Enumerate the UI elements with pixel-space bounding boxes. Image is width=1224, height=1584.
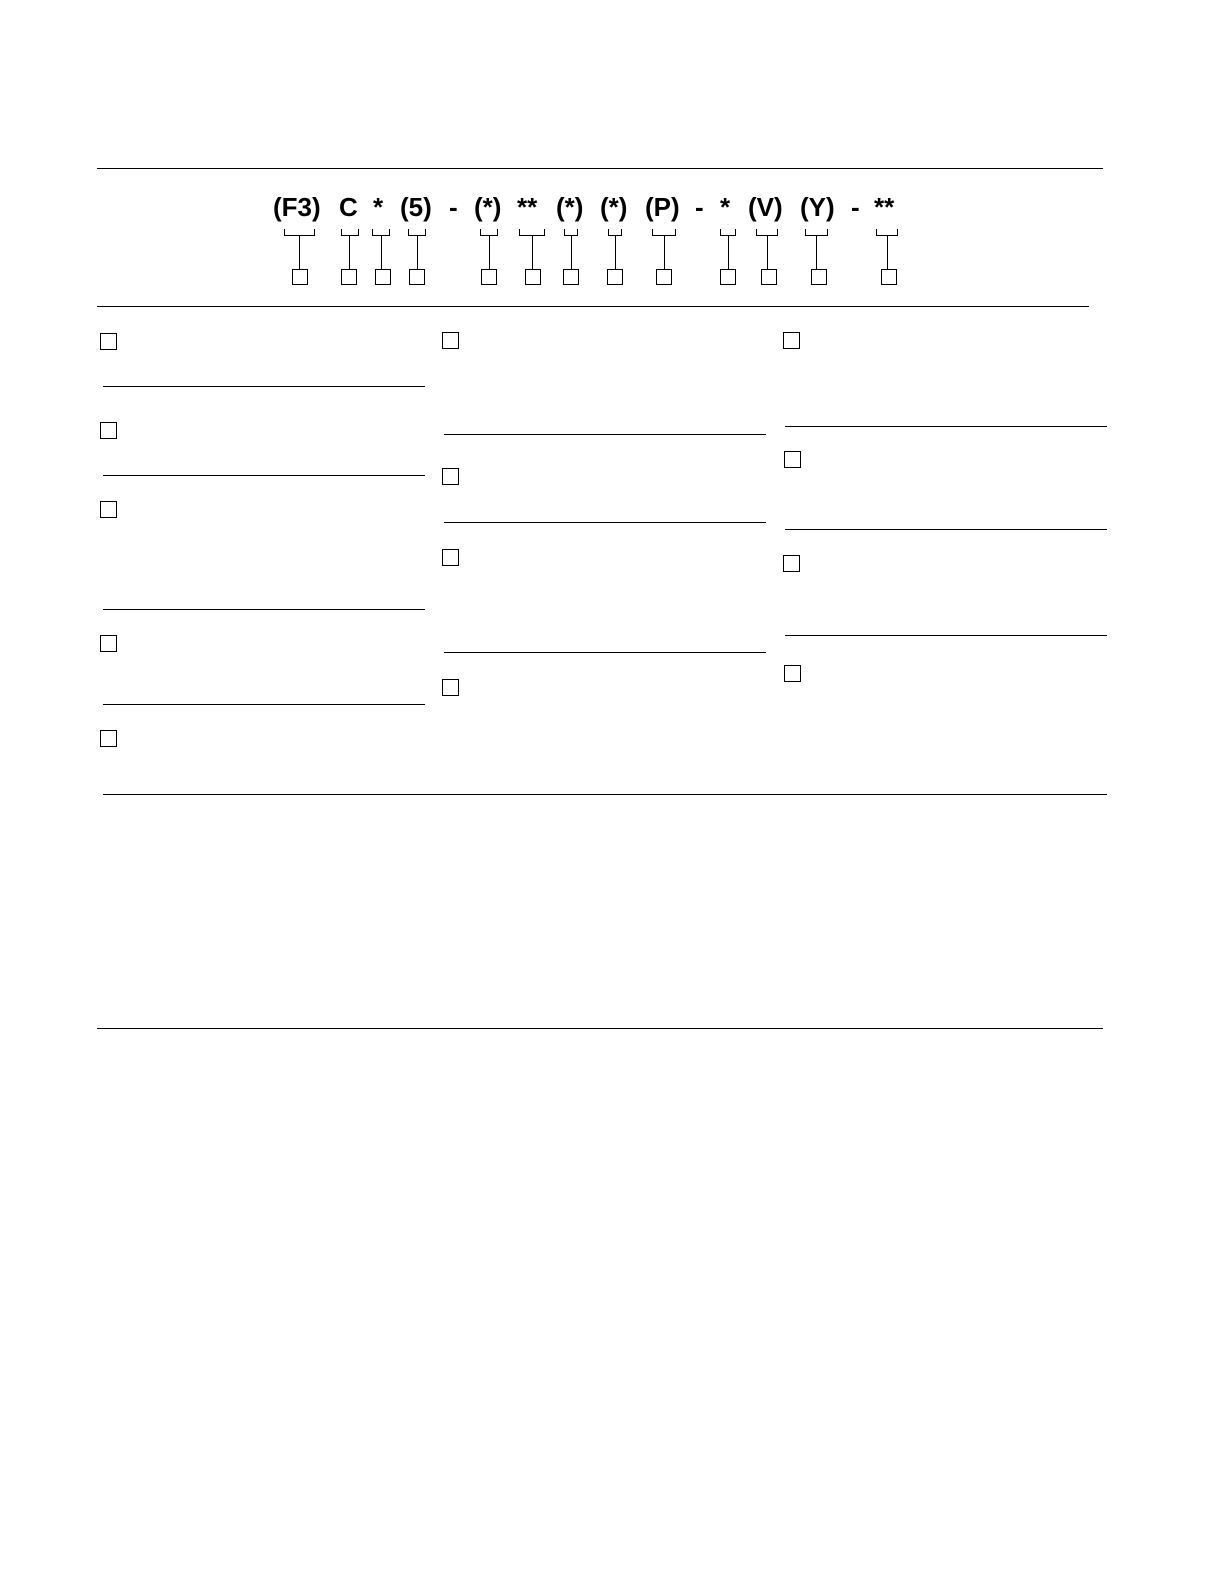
option-divider [444,652,766,653]
option-checkbox-c3-4[interactable] [784,665,801,682]
code-segment-p: (P) [645,192,680,222]
code-stem [816,236,817,269]
code-stem [381,236,382,269]
option-checkbox-c2-4[interactable] [442,679,459,696]
code-bracket [805,229,828,236]
code-bracket [480,229,498,236]
code-stem [728,236,729,269]
option-divider [444,434,766,435]
code-bracket [519,229,545,236]
code-segment-f3: (F3) [273,192,321,222]
option-checkbox-c2-1[interactable] [442,332,459,349]
code-segment-star-paren-1: (*) [474,192,502,222]
code-stem [299,236,300,269]
code-box-9[interactable] [656,269,672,285]
code-box-4[interactable] [409,269,425,285]
code-stem [571,236,572,269]
option-checkbox-c3-2[interactable] [784,451,801,468]
option-divider [103,609,425,610]
option-checkbox-c1-5[interactable] [100,730,117,747]
code-separator-3: - [851,192,860,222]
code-bracket [720,229,736,236]
code-segment-double-star-1: ** [517,192,538,222]
code-segment-v: (V) [748,192,783,222]
code-stem [489,236,490,269]
code-bracket [408,229,426,236]
code-separator-1: - [449,192,458,222]
code-segment-star-paren-2: (*) [556,192,584,222]
section-bottom-rule [97,1028,1103,1029]
option-checkbox-c2-3[interactable] [442,549,459,566]
option-divider [103,386,425,387]
options-bottom-rule [103,794,1107,795]
code-bracket [564,229,578,236]
code-segment-star-1: * [373,192,384,222]
code-stem [887,236,888,269]
option-checkbox-c3-1[interactable] [783,332,800,349]
option-divider [444,522,766,523]
code-box-2[interactable] [341,269,357,285]
code-segment-star-paren-3: (*) [600,192,628,222]
code-box-7[interactable] [563,269,579,285]
code-rule [97,306,1089,307]
code-bracket [876,229,898,236]
code-box-8[interactable] [607,269,623,285]
code-stem [615,236,616,269]
code-bracket [284,229,315,236]
code-segment-5: (5) [400,192,432,222]
option-divider [103,704,425,705]
code-box-11[interactable] [761,269,777,285]
code-box-3[interactable] [375,269,391,285]
code-bracket [608,229,622,236]
code-segment-y: (Y) [800,192,835,222]
code-segment-star-2: * [720,192,731,222]
option-checkbox-c1-4[interactable] [100,635,117,652]
code-segment-c: C [339,192,358,222]
code-separator-2: - [695,192,704,222]
option-checkbox-c3-3[interactable] [783,555,800,572]
code-stem [767,236,768,269]
code-stem [664,236,665,269]
code-box-12[interactable] [811,269,827,285]
option-checkbox-c2-2[interactable] [442,468,459,485]
option-checkbox-c1-3[interactable] [100,501,117,518]
code-bracket [372,229,390,236]
code-bracket [652,229,676,236]
code-box-13[interactable] [881,269,897,285]
code-bracket [341,229,359,236]
code-box-1[interactable] [292,269,308,285]
code-stem [532,236,533,269]
code-stem [349,236,350,269]
option-checkbox-c1-2[interactable] [100,422,117,439]
option-divider [785,426,1107,427]
code-bracket [756,229,778,236]
code-segment-double-star-2: ** [874,192,895,222]
option-divider [785,529,1107,530]
option-checkbox-c1-1[interactable] [100,333,117,350]
top-rule [97,168,1103,169]
code-stem [417,236,418,269]
code-box-5[interactable] [481,269,497,285]
code-box-6[interactable] [525,269,541,285]
option-divider [785,635,1107,636]
code-box-10[interactable] [720,269,736,285]
option-divider [103,475,425,476]
